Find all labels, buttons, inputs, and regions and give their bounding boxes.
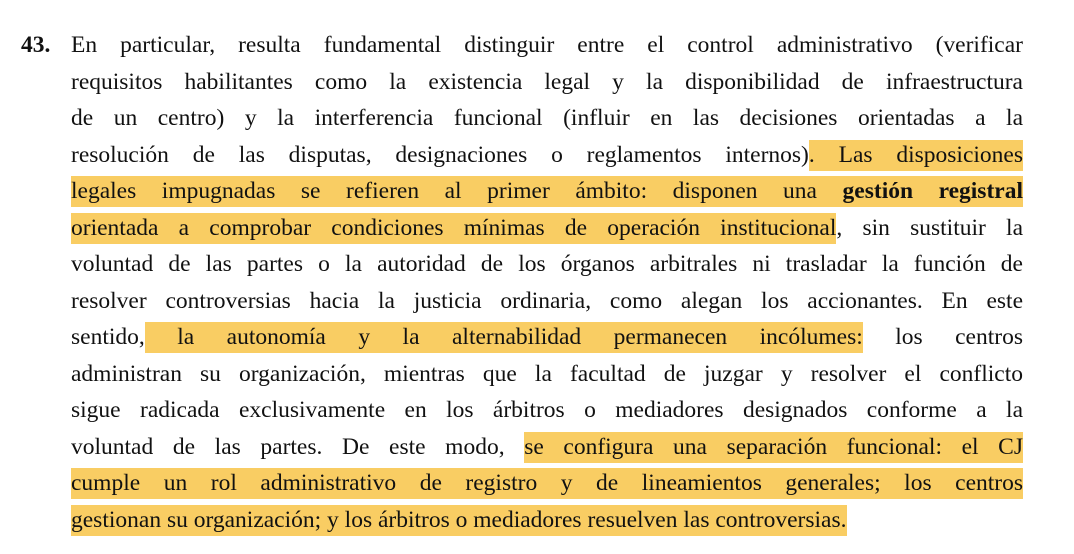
- text-segment: resolución de las disputas, designaciones o reglamentos internos): [71, 141, 809, 168]
- text-segment: requisitos habilitantes como la existencia legal y la disponibilidad de infraestructura: [71, 68, 1023, 95]
- text-segment: resolver controversias hacia la justicia ordinaria, como alegan los accionantes. En este: [71, 287, 1023, 314]
- text-segment: sentido,: [71, 324, 145, 350]
- highlighted-text: la autonomía y la alternabilidad permanecen incólumes:: [145, 322, 863, 353]
- text-line: [71, 429, 1023, 466]
- text-line: [71, 246, 1023, 283]
- text-line: [71, 173, 1023, 210]
- text-line: [71, 27, 1023, 64]
- text-line: [71, 392, 1023, 429]
- highlighted-text: gestión registral: [843, 176, 1023, 207]
- text-line: [71, 210, 1023, 247]
- highlighted-text: gestionan su organización; y los árbitros o mediadores resuelven las controversias.: [71, 505, 847, 536]
- text-segment: voluntad de las partes o la autoridad de los órganos arbitrales ni trasladar la función de: [71, 251, 1023, 277]
- highlighted-text: se configura una separación funcional: el CJ: [524, 432, 1023, 463]
- text-segment: , sin sustituir la: [836, 214, 1023, 241]
- highlighted-text: legales impugnadas se refieren al primer ámbito: disponen una: [71, 176, 843, 207]
- text-line: [71, 319, 1023, 356]
- text-segment: de un centro) y la interferencia funcional (influir en las decisiones orientadas a la: [71, 105, 1023, 131]
- text-segment: sigue radicada exclusivamente en los árbitros o mediadores designados conforme a la: [71, 397, 1023, 423]
- text-segment: administran su organización, mientras que la facultad de juzgar y resolver el conflicto: [71, 360, 1023, 387]
- highlighted-text: cumple un rol administrativo de registro y de lineamientos generales; los centros: [71, 468, 1023, 499]
- highlighted-text: orientada a comprobar condiciones mínimas de operación institucional: [71, 213, 836, 244]
- text-segment: los centros: [862, 324, 1023, 350]
- text-line: [71, 137, 1023, 174]
- text-line: [71, 465, 1023, 502]
- paragraph-number: 43.: [21, 32, 51, 58]
- text-line: [71, 502, 1023, 539]
- text-line: [71, 64, 1023, 101]
- text-segment: voluntad de las partes. De este modo,: [71, 433, 525, 460]
- text-line: [71, 356, 1023, 393]
- paragraph-body: [71, 27, 1023, 538]
- text-line: [71, 100, 1023, 137]
- text-line: [71, 283, 1023, 320]
- highlighted-text: . Las disposiciones: [809, 140, 1023, 171]
- text-segment: En particular, resulta fundamental distinguir entre el control administrativo (verificar: [71, 32, 1023, 58]
